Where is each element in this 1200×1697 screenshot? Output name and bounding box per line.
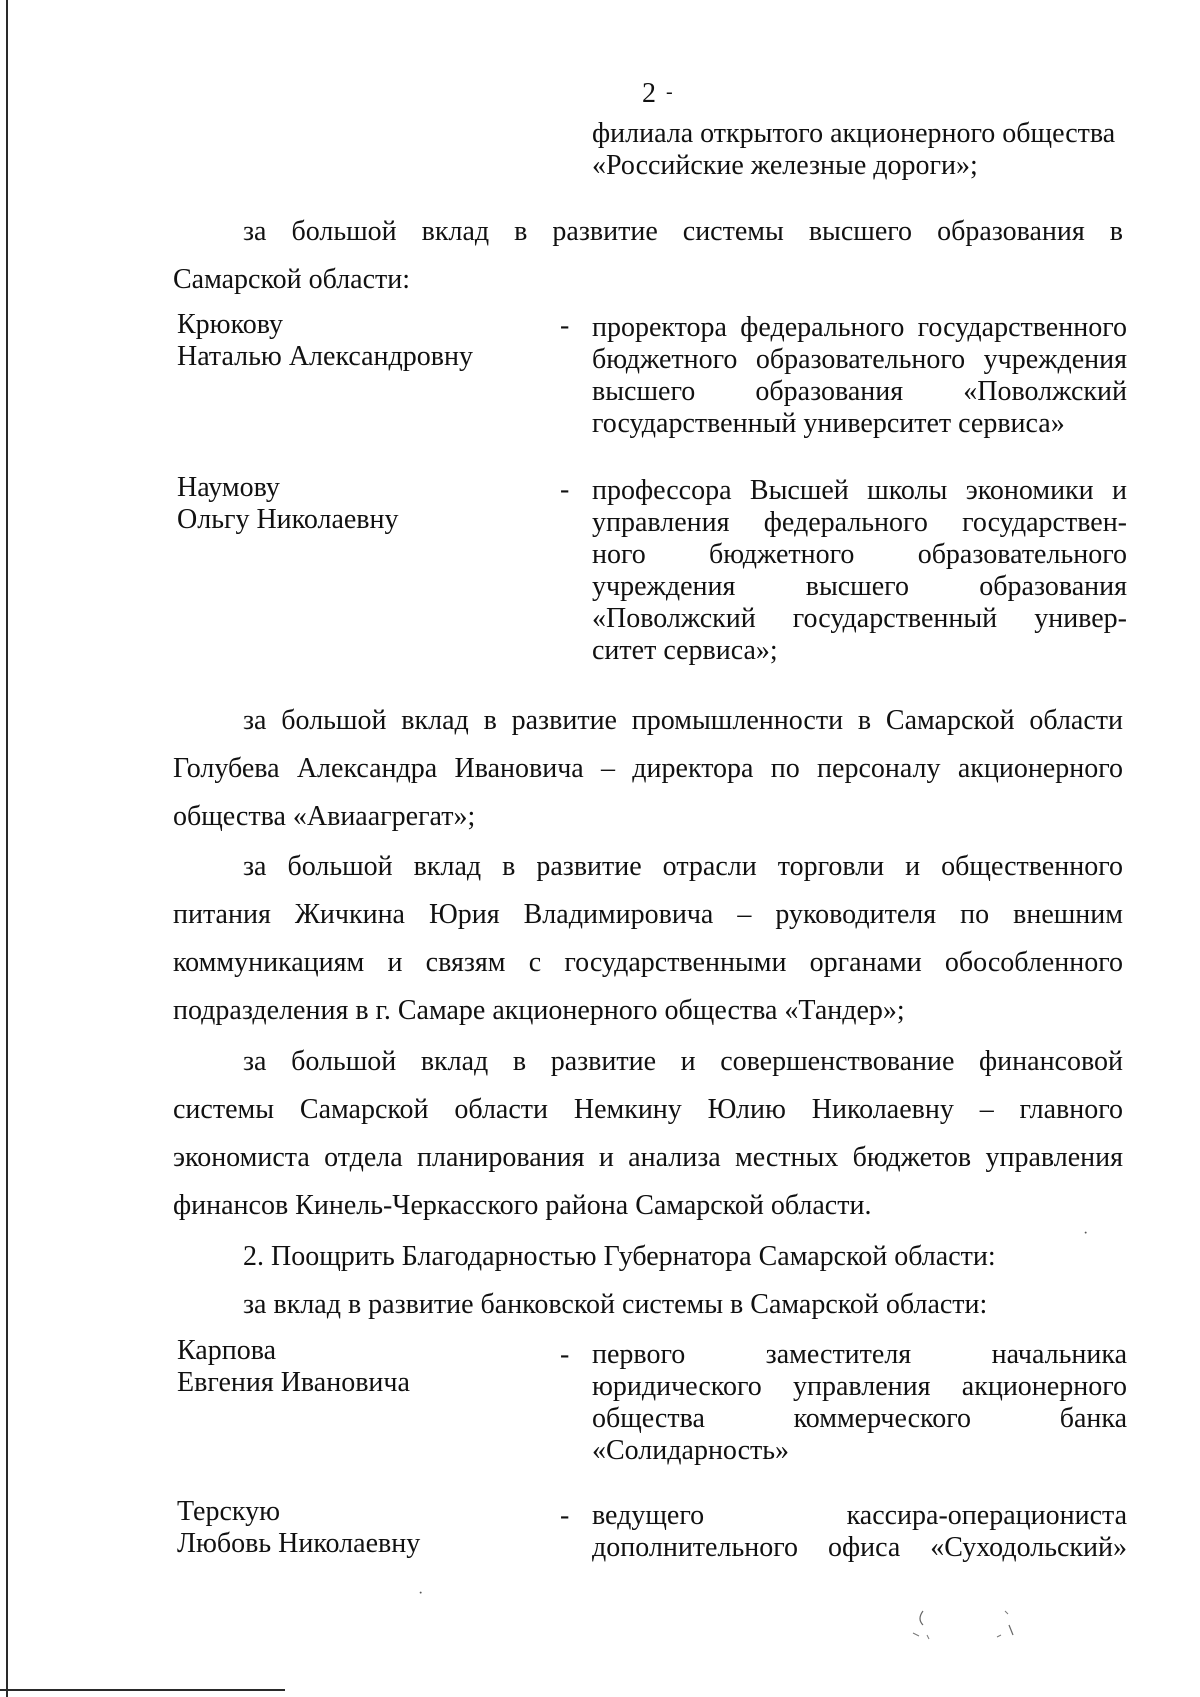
position-line: бюджетного образовательного учреждения [592, 344, 1127, 375]
position-line: «Поволжский государственный универ- [592, 603, 1127, 634]
continuation-text [592, 118, 1132, 182]
paragraph-industry [173, 697, 1123, 841]
position-line: юридического управления акционерного [592, 1371, 1127, 1402]
position-line: управления федерального государствен- [592, 507, 1127, 538]
entry-dash: - [560, 310, 570, 341]
paragraph-line: коммуникациям и связям с государственными органами обособленного [173, 947, 1123, 978]
awardee-surname: Наумову [177, 472, 280, 503]
paragraph-line: за вклад в развитие банковской системы в Самарской области: [243, 1289, 988, 1320]
paragraph-line: 2. Поощрить Благодарностью Губернатора Самарской области: [243, 1241, 996, 1272]
paragraph-line: общества «Авиаагрегат»; [173, 801, 476, 832]
awardee-given-names: Любовь Николаевну [177, 1528, 421, 1559]
position-line: высшего образования «Поволжский [592, 376, 1127, 407]
awardee-given-names: Евгения Ивановича [177, 1367, 410, 1398]
position-line: государственный университет сервиса» [592, 408, 1065, 439]
paragraph-line: подразделения в г. Самаре акционерного общества «Тандер»; [173, 995, 905, 1026]
awardee-surname: Карпова [177, 1335, 276, 1366]
continuation-line: «Российские железные дороги»; [592, 150, 978, 181]
paragraph-line: Самарской области: [173, 264, 411, 295]
awardee-surname: Терскую [177, 1496, 281, 1527]
position-line: ведущего кассира-операциониста [592, 1500, 1127, 1531]
position-line: учреждения высшего образования [592, 571, 1127, 602]
entry-dash: - [560, 474, 570, 505]
position-line: профессора Высшей школы экономики и [592, 475, 1127, 506]
page-number-value: 2 [642, 78, 656, 109]
awardee-position [592, 312, 1127, 440]
paragraph-line: за большой вклад в развитие отрасли торговли и общественного [243, 851, 1123, 882]
section-higher-education [173, 208, 1123, 304]
position-line: дополнительного офиса «Суходольский» [592, 1532, 1127, 1563]
scan-speck: · [418, 1585, 424, 1602]
paragraph-line: системы Самарской области Немкину Юлию Николаевну – главного [173, 1094, 1123, 1125]
item-2-heading [173, 1233, 1123, 1281]
paragraph-line: Голубева Александра Ивановича – директора по персоналу акционерного [173, 753, 1123, 784]
awardee-name [177, 309, 473, 373]
paragraph-line: экономиста отдела планирования и анализа местных бюджетов управления [173, 1142, 1123, 1173]
paragraph-line: за большой вклад в развитие и совершенствование финансовой [243, 1046, 1123, 1077]
paragraph-line: финансов Кинель-Черкасского района Самарской области. [173, 1190, 872, 1221]
position-line: ного бюджетного образовательного [592, 539, 1127, 570]
awardee-position [592, 475, 1127, 667]
section-banking [173, 1281, 1123, 1329]
awardee-given-names: Наталью Александровну [177, 341, 473, 372]
paragraph-trade [173, 843, 1123, 1035]
continuation-line: филиала открытого акционерного общества [592, 118, 1116, 149]
scan-edge-left [6, 0, 8, 1697]
position-line: первого заместителя начальника [592, 1339, 1127, 1370]
position-line: ситет сервиса»; [592, 635, 778, 666]
awardee-name [177, 1496, 420, 1560]
scan-edge-bottom-dash [0, 1689, 70, 1691]
page-number-mark: - [666, 81, 673, 103]
scan-speck: · [1083, 1225, 1089, 1242]
position-line: «Солидарность» [592, 1435, 790, 1466]
awardee-name [177, 472, 399, 536]
awardee-position [592, 1339, 1127, 1467]
awardee-position [592, 1500, 1127, 1564]
paragraph-line: за большой вклад в развитие системы высшего образования в [243, 216, 1123, 247]
entry-dash: - [560, 1500, 570, 1531]
paragraph-finance [173, 1038, 1123, 1230]
awardee-name [177, 1335, 410, 1399]
position-line: проректора федерального государственного [592, 312, 1127, 343]
awardee-given-names: Ольгу Николаевну [177, 504, 399, 535]
awardee-surname: Крюкову [177, 309, 284, 340]
paragraph-line: за большой вклад в развитие промышленности в Самарской области [243, 705, 1123, 736]
entry-dash: - [560, 1339, 570, 1370]
position-line: общества коммерческого банка [592, 1403, 1127, 1434]
scan-marks [905, 1605, 1035, 1650]
page-number [642, 75, 673, 111]
paragraph-line: питания Жичкина Юрия Владимировича – руководителя по внешним [173, 899, 1123, 930]
